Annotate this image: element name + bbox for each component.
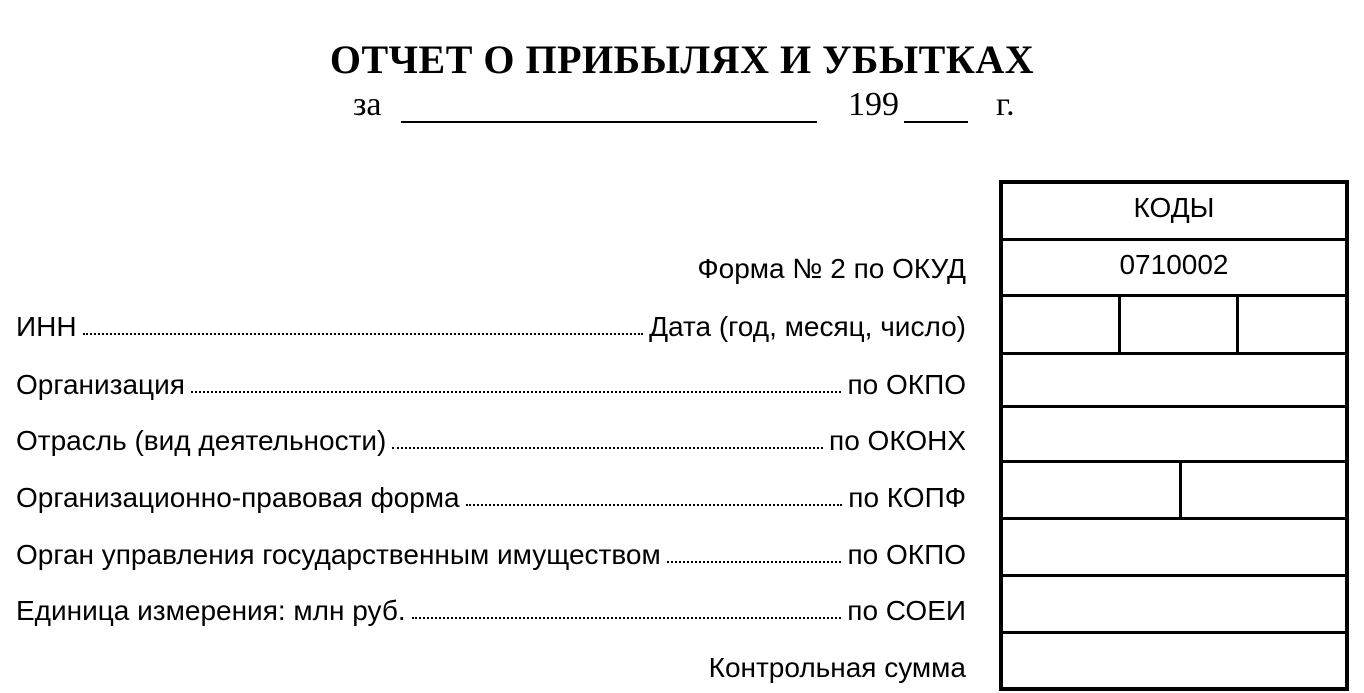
- kopf-code-field-2[interactable]: [1182, 463, 1345, 517]
- kopf-label: по КОПФ: [848, 482, 966, 513]
- okpo-label: по ОКПО: [847, 369, 966, 400]
- kopf-code-field-1[interactable]: [1003, 463, 1179, 517]
- unit-dotted-leader: [412, 617, 842, 619]
- checksum-label: Контрольная сумма: [708, 652, 966, 683]
- date-day-field[interactable]: [1239, 297, 1345, 352]
- year-prefix: 199: [848, 86, 899, 123]
- checksum-row: [16, 651, 966, 685]
- codes-table: [999, 180, 1349, 691]
- industry-row: [16, 424, 966, 458]
- organization-label: Организация: [16, 369, 185, 400]
- date-year-field[interactable]: [1003, 297, 1118, 352]
- okpo-code-field[interactable]: [1003, 355, 1345, 408]
- okpo-label-2: по ОКПО: [847, 539, 966, 570]
- codes-header-cell: [1003, 184, 1345, 241]
- codes-header: КОДЫ: [1133, 192, 1215, 223]
- okonh-label: по ОКОНХ: [829, 425, 966, 456]
- state-okpo-code-field[interactable]: [1003, 520, 1345, 577]
- state-property-label: Орган управления государственным имуществом: [16, 539, 661, 570]
- industry-label: Отрасль (вид деятельности): [16, 425, 387, 456]
- kopf-code-cell: [1003, 463, 1345, 520]
- checksum-code-field[interactable]: [1003, 634, 1345, 687]
- industry-dotted-leader: [392, 447, 823, 449]
- state-property-row: [16, 538, 966, 572]
- okud-code: 0710002: [1119, 249, 1229, 280]
- inn-dotted-leader: [83, 333, 644, 335]
- report-title: ОТЧЕТ О ПРИБЫЛЯХ И УБЫТКАХ: [329, 37, 1035, 82]
- state-property-dotted-leader: [667, 561, 842, 563]
- inn-label: ИНН: [16, 311, 77, 342]
- unit-row: [16, 594, 966, 628]
- date-label: Дата (год, месяц, число): [649, 311, 966, 342]
- unit-label: Единица измерения: млн руб.: [16, 595, 406, 626]
- organization-row: [16, 368, 966, 402]
- form-number-label: Форма № 2 по ОКУД: [697, 253, 966, 284]
- legal-form-dotted-leader: [466, 504, 843, 506]
- soei-label: по СОЕИ: [847, 595, 966, 626]
- date-month-field[interactable]: [1121, 297, 1236, 352]
- period-blank-line: [401, 121, 817, 123]
- form-number-row: [16, 252, 966, 286]
- okud-code-cell[interactable]: [1003, 241, 1345, 297]
- soei-code-field[interactable]: [1003, 577, 1345, 634]
- date-code-cell: [1003, 297, 1345, 355]
- legal-form-row: [16, 481, 966, 515]
- period-label: за: [353, 86, 382, 123]
- inn-row: [16, 310, 966, 344]
- organization-dotted-leader: [191, 391, 842, 393]
- year-blank-line: [904, 121, 968, 123]
- year-suffix: г.: [996, 86, 1015, 123]
- legal-form-label: Организационно-правовая форма: [16, 482, 460, 513]
- okonh-code-field[interactable]: [1003, 408, 1345, 463]
